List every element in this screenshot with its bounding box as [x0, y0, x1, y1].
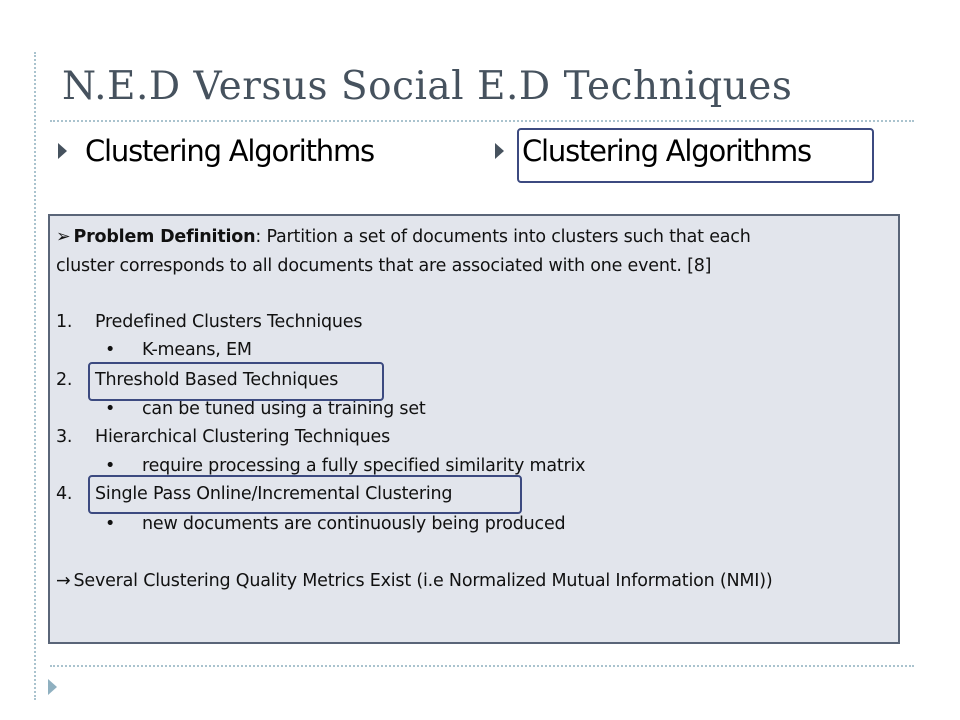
bottom-dotted-rule	[50, 665, 914, 667]
bullet-left-text: Clustering Algorithms	[85, 134, 374, 168]
dot-bullet-icon: •	[105, 399, 116, 419]
problem-text-1: : Partition a set of documents into clusters such that each	[255, 227, 751, 247]
bullet-left	[58, 134, 374, 168]
item-sub-text: can be tuned using a training set	[142, 399, 426, 419]
slide-nav-triangle-icon	[48, 679, 57, 695]
single-pass-highlight-box	[88, 475, 522, 514]
item-title: Threshold Based Techniques	[95, 370, 339, 390]
item-sub-text: K-means, EM	[142, 340, 252, 360]
right-arrow-icon: →	[56, 571, 71, 591]
dot-bullet-icon: •	[105, 514, 116, 534]
dot-bullet-icon: •	[105, 340, 116, 360]
problem-line-1	[56, 226, 751, 248]
item-sub-text: new documents are continuously being produced	[142, 514, 566, 534]
item-number: 3.	[56, 427, 73, 447]
bullet-right-text: Clustering Algorithms	[522, 134, 811, 168]
item-title: Single Pass Online/Incremental Clustering	[95, 484, 453, 504]
triangle-bullet-icon	[58, 143, 67, 159]
title-dotted-rule	[50, 120, 914, 122]
conclusion-text: Several Clustering Quality Metrics Exist (i.e Normalized Mutual Information (NMI))	[73, 571, 773, 591]
threshold-highlight-box	[88, 362, 384, 401]
item-sub-text: require processing a fully specified similarity matrix	[142, 456, 586, 476]
item-title: Hierarchical Clustering Techniques	[95, 427, 391, 447]
item-number: 2.	[56, 370, 73, 390]
problem-label: Problem Definition	[73, 227, 256, 247]
item-title: Predefined Clusters Techniques	[95, 312, 363, 332]
vertical-dotted-rule	[34, 52, 36, 700]
slide-title: N.E.D Versus Social E.D Techniques	[62, 64, 793, 109]
problem-arrow-icon: ➢	[56, 227, 71, 247]
conclusion-line	[56, 570, 773, 592]
problem-line-2: cluster corresponds to all documents that are associated with one event. [8]	[56, 256, 712, 276]
item-number: 4.	[56, 484, 73, 504]
dot-bullet-icon: •	[105, 456, 116, 476]
triangle-bullet-icon	[495, 143, 504, 159]
bullet-right-highlight-box	[517, 128, 874, 183]
item-number: 1.	[56, 312, 73, 332]
